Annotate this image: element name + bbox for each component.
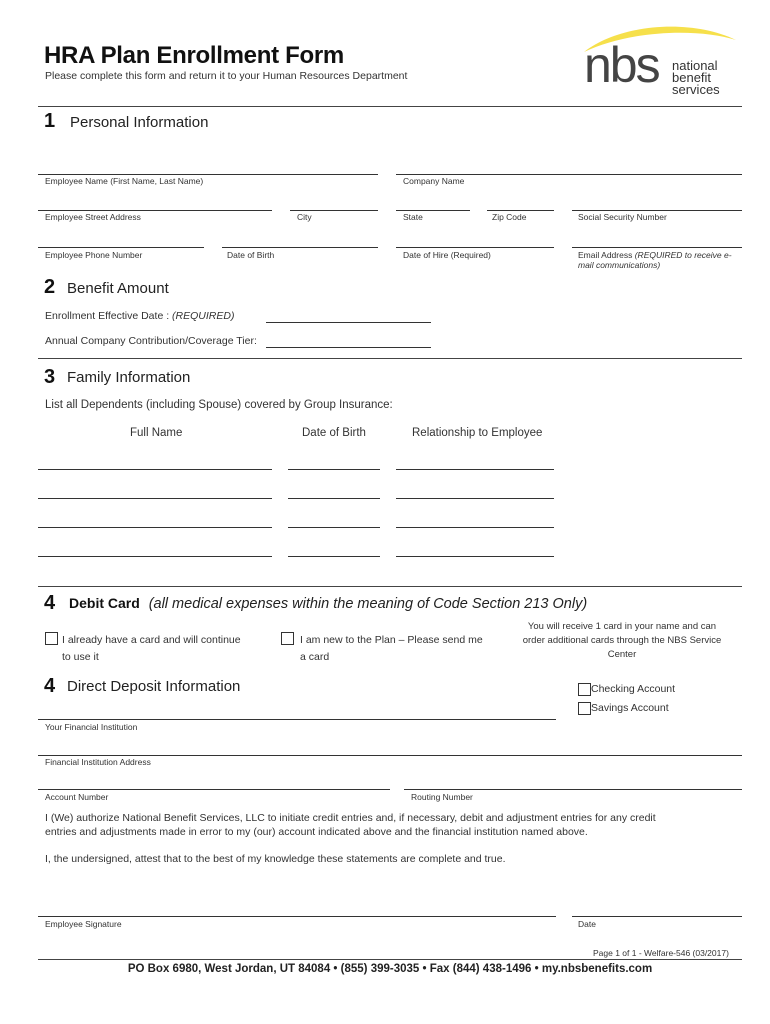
zip-line [487,210,554,211]
effective-date-text: Enrollment Effective Date : [45,310,170,322]
logo-line3: services [672,82,720,97]
hire-label: Date of Hire (Required) [403,250,491,260]
institution-label: Your Financial Institution [45,722,138,732]
ssn-line [572,210,742,211]
state-line [396,210,470,211]
col-relationship: Relationship to Employee [412,427,543,439]
footer-rule [38,959,742,960]
ssn-label: Social Security Number [578,212,667,222]
dependent-4-rel-line [396,556,554,557]
dependent-1-rel-line [396,469,554,470]
existing-card-line2: to use it [62,651,99,663]
section4b-number: 4 [44,675,56,697]
section1-title: Personal Information [70,114,209,131]
account-number-line [38,789,390,790]
email-label [578,250,738,270]
footer-web: my.nbsbenefits.com [541,963,653,975]
logo-line2: benefit [672,70,712,85]
section4a-title [69,595,587,612]
card-note [512,620,732,662]
footer-fax: Fax (844) 438-1496 [429,963,532,975]
phone-line [38,247,204,248]
hire-line [396,247,554,248]
section2-rule [38,358,742,359]
company-name-line [396,174,742,175]
dependent-4-name-line [38,556,272,557]
footer-address: PO Box 6980, West Jordan, UT 84084 [127,963,331,975]
footer-bullet-2: • [422,963,427,975]
dependent-2-name-line [38,498,272,499]
coverage-tier-line [266,347,431,348]
section4b-title: Direct Deposit Information [67,678,241,695]
city-label: City [297,212,312,222]
section3-number: 3 [44,366,56,388]
section2-number: 2 [44,276,56,298]
signature-line [38,916,556,917]
dependent-2-dob-line [288,498,380,499]
institution-address-label: Financial Institution Address [45,757,151,767]
logo-line1: national [672,58,718,73]
dependent-3-name-line [38,527,272,528]
zip-label: Zip Code [492,212,527,222]
authorization-line1: I (We) authorize National Benefit Services, LLC to initiate credit entries and, if necessary, debit and adjustment entries for any credit [45,812,656,824]
new-card-label [300,632,483,666]
email-note-2: mail communications) [578,260,661,270]
date-label: Date [578,919,596,929]
state-label: State [403,212,423,222]
effective-date-line [266,322,431,323]
form-subtitle: Please complete this form and return it to your Human Resources Department [45,70,408,82]
routing-number-line [404,789,742,790]
employee-name-label: Employee Name (First Name, Last Name) [45,176,204,186]
effective-date-label [45,310,234,322]
footer-bullet-1: • [333,963,338,975]
savings-label: Savings Account [591,702,669,714]
signature-label: Employee Signature [45,919,122,929]
authorization-text [45,811,745,839]
street-label: Employee Street Address [45,212,141,222]
institution-address-line [38,755,742,756]
email-note: (REQUIRED to receive e- [634,250,732,260]
checking-checkbox[interactable] [578,683,591,696]
dependent-3-rel-line [396,527,554,528]
new-card-line1: I am new to the Plan – Please send me [300,634,483,646]
existing-card-checkbox[interactable] [45,632,58,645]
existing-card-line1: I already have a card and will continue [62,634,241,646]
footer-contact [40,963,740,975]
street-line [38,210,272,211]
routing-number-label: Routing Number [411,792,473,802]
dob-label: Date of Birth [227,250,275,260]
section1-number: 1 [44,110,56,132]
dependent-2-rel-line [396,498,554,499]
logo-mark: nbs [584,37,659,93]
debit-card-title: Debit Card [69,595,140,611]
card-note-line3: Center [607,649,637,660]
email-line [572,247,742,248]
checking-label: Checking Account [591,683,676,695]
dependents-instruction: List all Dependents (including Spouse) covered by Group Insurance: [45,399,393,411]
authorization-line2: entries and adjustments made in error to my (our) account indicated above and the financial institution named above. [45,826,588,838]
section3-title: Family Information [67,369,191,386]
col-full-name: Full Name [130,427,183,439]
section4a-number: 4 [44,592,56,614]
col-date-of-birth: Date of Birth [302,427,366,439]
dependent-1-dob-line [288,469,380,470]
card-note-line1: You will receive 1 card in your name and can [527,621,717,632]
section3-rule [38,586,742,587]
city-line [290,210,378,211]
new-card-line2: a card [300,651,330,663]
dependent-3-dob-line [288,527,380,528]
section2-title: Benefit Amount [67,280,169,297]
phone-label: Employee Phone Number [45,250,143,260]
footer-phone: (855) 399-3035 [340,963,420,975]
company-name-label: Company Name [403,176,465,186]
account-number-label: Account Number [45,792,109,802]
email-label-text: Email Address [578,250,633,260]
footer-bullet-3: • [534,963,539,975]
date-line [572,916,742,917]
employee-name-line [38,174,378,175]
nbs-logo [580,22,740,102]
form-title: HRA Plan Enrollment Form [44,42,344,69]
dependent-4-dob-line [288,556,380,557]
savings-checkbox[interactable] [578,702,591,715]
attestation-text: I, the undersigned, attest that to the best of my knowledge these statements are complete and true. [45,853,506,865]
effective-date-required: (REQUIRED) [172,310,235,322]
new-card-checkbox[interactable] [281,632,294,645]
card-note-line2: order additional cards through the NBS Service [522,635,722,646]
dob-line [222,247,378,248]
existing-card-label [62,632,241,666]
header-rule [38,106,742,107]
dependent-1-name-line [38,469,272,470]
institution-line [38,719,556,720]
debit-card-title-note: (all medical expenses within the meaning of Code Section 213 Only) [148,596,588,612]
page-number: Page 1 of 1 - Welfare-546 (03/2017) [593,948,729,958]
coverage-tier-label: Annual Company Contribution/Coverage Tier: [45,335,257,347]
